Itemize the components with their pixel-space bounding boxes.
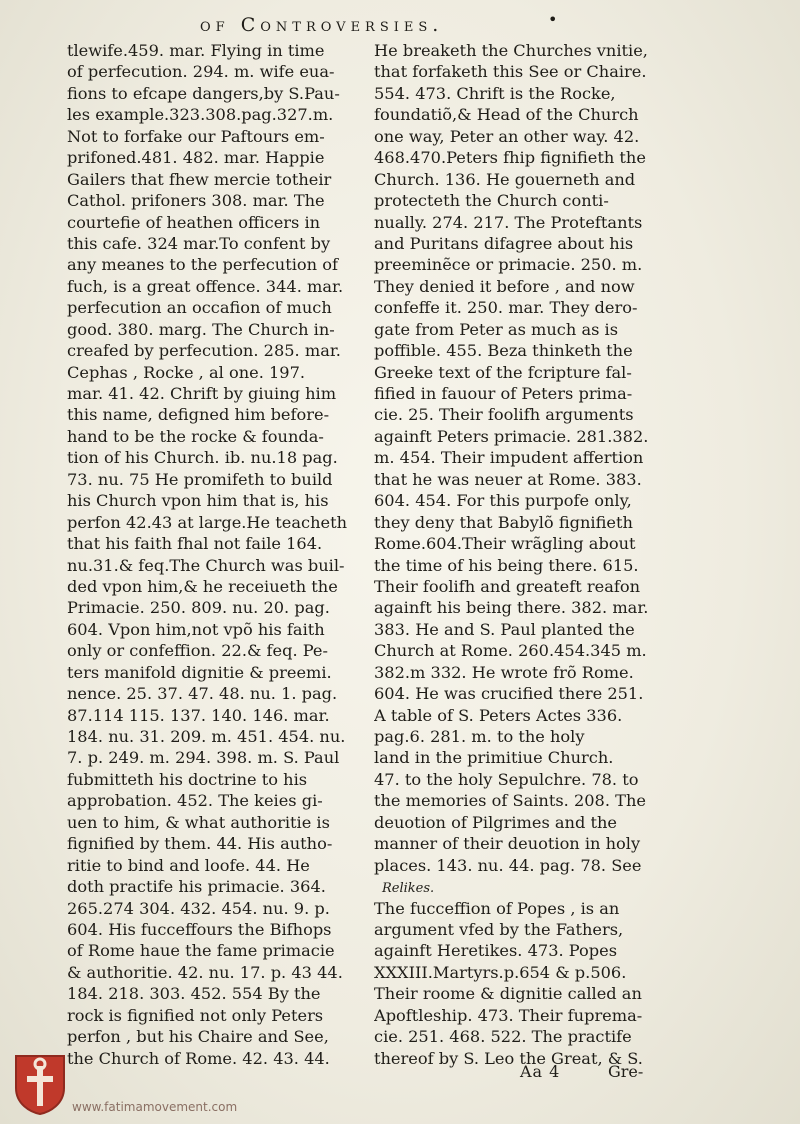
index-line [67,83,352,104]
entry-text: confeffe it. 250. mar. They dero- [374,298,638,318]
index-line [374,297,654,318]
entry-text: any meanes to the perfecution of [67,255,338,275]
index-line [374,919,654,940]
index-line [67,833,352,854]
index-line [67,40,352,61]
index-line [67,147,352,168]
entry-text: 468.470.Peters fhip fignifieth the [374,148,646,168]
entry-text: Not to forfake our Paftours em- [67,126,325,146]
entry-text: ded vpon him,& he receiueth the [67,576,338,596]
entry-text: one way, Peter an other way. 42. [374,126,640,146]
index-line [374,490,654,511]
entry-text: Their roome & dignitie called an [374,984,642,1004]
index-line [374,319,654,340]
index-line [374,790,654,811]
index-line [374,340,654,361]
entry-text: 382.m 332. He wrote frõ Rome. [374,662,634,682]
index-line [374,1005,654,1026]
entry-text: of Rome haue the fame primacie [67,941,335,961]
index-line [374,404,654,425]
index-line [374,876,654,897]
index-line [374,619,654,640]
index-column-left [67,40,352,1069]
entry-text: Greeke text of the fcripture fal- [374,362,632,382]
index-line [67,426,352,447]
entry-text: ritie to bind and loofe. 44. He [67,855,310,875]
index-line [67,747,352,768]
entry-text: doth practife his primacie. 364. [67,877,326,897]
index-line [374,983,654,1004]
entry-text: thereof by S. Leo the Great, & S. [374,1048,643,1068]
entry-text: perfon 42.43 at large.He teacheth [67,512,348,532]
index-column-right [374,40,654,1069]
index-line [374,597,654,618]
entry-text: places. 143. nu. 44. pag. 78. See [374,855,642,875]
index-line [374,126,654,147]
entry-text: les example.323.308.pag.327.m. [67,105,334,125]
index-line [67,619,352,640]
entry-text: rock is fignified not only Peters [67,1005,324,1025]
entry-text: Church at Rome. 260.454.345 m. [374,641,647,661]
index-line [67,126,352,147]
entry-text: againft his being there. 382. mar. [374,598,649,618]
entry-text: argument vfed by the Fathers, [374,919,624,939]
index-line [374,1026,654,1047]
index-line [374,576,654,597]
entry-text: Their foolifh and greateft reafon [374,576,641,596]
entry-text: poffible. 455. Beza thinketh the [374,341,633,361]
entry-text: 184. nu. 31. 209. m. 451. 454. nu. [67,727,346,746]
entry-text: Apoftleship. 473. Their fuprema- [374,1005,643,1025]
index-line [67,190,352,211]
index-line [67,726,352,747]
index-line [374,426,654,447]
entry-text: 7. p. 249. m. 294. 398. m. S. Paul [67,748,340,768]
entry-text: Cephas , Rocke , al one. 197. [67,362,306,382]
index-line [67,1048,352,1069]
entry-text: fions to efcape dangers,by S.Pau- [67,83,340,103]
running-mark: • [548,10,558,29]
index-line [67,1026,352,1047]
index-line [374,276,654,297]
index-line [67,447,352,468]
entry-text: nually. 274. 217. The Proteftants [374,212,643,232]
entry-text: courtefie of heathen officers in [67,212,321,232]
entry-text: this name, defigned him before- [67,405,330,425]
entry-text: they deny that Babylõ fignifieth [374,512,633,532]
index-line [67,169,352,190]
entry-text: good. 380. marg. The Church in- [67,319,335,339]
index-line [67,919,352,940]
index-line [374,940,654,961]
entry-text: only or confeffion. 22.& feq. Pe- [67,641,328,661]
index-line [67,662,352,683]
entry-text: prifoned.481. 482. mar. Happie [67,148,325,168]
index-line [374,469,654,490]
entry-text: his Church vpon him that is, his [67,491,329,511]
index-line [374,833,654,854]
catchword: Gre- [608,1062,644,1081]
index-line [374,169,654,190]
index-line [67,683,352,704]
entry-text: pag.6. 281. m. to the holy [374,727,585,746]
entry-text: againft Peters primacie. 281.382. [374,426,649,446]
index-line [67,576,352,597]
entry-text: A table of S. Peters Actes 336. [374,705,623,725]
signature-mark: Aa 4 [520,1062,561,1081]
index-line [67,940,352,961]
entry-text: this cafe. 324 mar.To confent by [67,233,331,253]
running-title: of Controversies. [200,14,444,36]
entry-text: the time of his being there. 615. [374,555,639,575]
index-line [374,747,654,768]
entry-text: Church. 136. He gouerneth and [374,169,636,189]
index-line [67,962,352,983]
index-line [374,662,654,683]
index-line [374,555,654,576]
index-line [67,362,352,383]
entry-text: protecteth the Church conti- [374,191,609,211]
index-line [67,404,352,425]
index-line [374,705,654,726]
entry-text: the Church of Rome. 42. 43. 44. [67,1048,330,1068]
entry-text: Cathol. prifoners 308. mar. The [67,191,325,211]
entry-text: He breaketh the Churches vnitie, [374,41,648,60]
entry-text: perfecution an occafion of much [67,298,332,318]
entry-text: preeminẽce or primacie. 250. m. [374,255,643,275]
entry-text: and Puritans difagree about his [374,233,634,253]
entry-text: 604. 454. For this purpofe only, [374,491,632,511]
index-line [67,383,352,404]
index-line [67,297,352,318]
entry-text: tlewife.459. mar. Flying in time [67,41,325,60]
index-line [374,640,654,661]
index-line [67,512,352,533]
entry-text: uen to him, & what authoritie is [67,812,330,832]
entry-text: the memories of Saints. 208. The [374,791,646,811]
index-line [374,212,654,233]
entry-text: againft Heretikes. 473. Popes [374,941,618,961]
entry-text: The fucceffion of Popes , is an [374,898,620,918]
index-line [374,147,654,168]
entry-text: m. 454. Their impudent affertion [374,448,644,468]
entry-text: 87.114 115. 137. 140. 146. mar. [67,705,330,725]
index-line [67,469,352,490]
entry-text: that forfaketh this See or Chaire. [374,62,647,82]
index-line [374,254,654,275]
index-line [67,769,352,790]
entry-text: that his faith fhal not faile 164. [67,534,323,554]
index-line [374,898,654,919]
entry-text: They denied it before , and now [374,276,635,296]
index-line [67,233,352,254]
entry-text: Primacie. 250. 809. nu. 20. pag. [67,598,330,618]
index-line [374,447,654,468]
entry-text: 554. 473. Chrift is the Rocke, [374,83,616,103]
index-line [67,876,352,897]
index-line [67,61,352,82]
index-line [374,769,654,790]
index-line [67,597,352,618]
entry-text: perfon , but his Chaire and See, [67,1027,329,1047]
entry-text: deuotion of Pilgrimes and the [374,812,617,832]
entry-text: gate from Peter as much as is [374,319,619,339]
entry-text: land in the primitiue Church. [374,748,614,768]
entry-text: 184. 218. 303. 452. 554 By the [67,984,321,1004]
entry-text: approbation. 452. The keies gi- [67,791,323,811]
entry-text: foundatiõ,& Head of the Church [374,105,639,125]
index-line [67,705,352,726]
entry-text: ters manifold dignitie & preemi. [67,662,332,682]
entry-text: fubmitteth his doctrine to his [67,769,308,789]
index-line [67,640,352,661]
entry-text: manner of their deuotion in holy [374,834,641,854]
index-line [67,983,352,1004]
index-line [374,962,654,983]
entry-text: 73. nu. 75 He promifeth to build [67,469,333,489]
index-line [67,555,352,576]
index-line [374,61,654,82]
index-line [67,104,352,125]
index-line [374,383,654,404]
index-line [67,340,352,361]
index-line [67,276,352,297]
entry-text: tion of his Church. ib. nu.18 pag. [67,448,338,468]
index-line [67,212,352,233]
website-watermark[interactable]: www.fatimamovement.com [72,1100,238,1114]
index-line [374,190,654,211]
index-line [374,683,654,704]
index-line [374,362,654,383]
index-line [374,512,654,533]
entry-text: & authoritie. 42. nu. 17. p. 43 44. [67,962,343,982]
entry-text: fified in fauour of Peters prima- [374,384,633,403]
index-line [374,812,654,833]
entry-text: mar. 41. 42. Chrift by giuing him [67,384,337,403]
index-line [67,254,352,275]
index-line [374,855,654,876]
index-line [67,319,352,340]
index-line [67,1005,352,1026]
index-line [374,40,654,61]
entry-text: 383. He and S. Paul planted the [374,619,635,639]
index-line [374,104,654,125]
entry-text: of perfecution. 294. m. wife eua- [67,62,335,82]
index-line [67,855,352,876]
entry-text: cie. 251. 468. 522. The practife [374,1027,632,1047]
entry-text: 604. His fucceffours the Bifhops [67,919,332,939]
entry-text: 604. He was crucified there 251. [374,684,644,704]
entry-text: XXXIII.Martyrs.p.654 & p.506. [374,962,627,982]
entry-text: 265.274 304. 432. 454. nu. 9. p. [67,898,330,918]
index-line [67,812,352,833]
entry-text: cie. 25. Their foolifh arguments [374,405,634,425]
entry-text: Gailers that fhew mercie totheir [67,169,332,189]
fatima-seal-icon [12,1052,68,1116]
entry-text: Rome.604.Their wrãgling about [374,534,636,554]
entry-text: fuch, is a great offence. 344. mar. [67,276,344,296]
entry-text: 604. Vpon him,not vpõ his faith [67,619,325,639]
entry-text: that he was neuer at Rome. 383. [374,469,642,489]
index-line [374,233,654,254]
index-line [67,790,352,811]
index-line [374,726,654,747]
cross-reference: Relikes. [382,881,435,897]
entry-text: 47. to the holy Sepulchre. 78. to [374,769,639,789]
entry-text: nence. 25. 37. 47. 48. nu. 1. pag. [67,684,338,704]
index-line [67,490,352,511]
entry-text: fignified by them. 44. His autho- [67,834,333,854]
entry-text: hand to be the rocke & founda- [67,426,324,446]
entry-text: creafed by perfecution. 285. mar. [67,341,341,361]
index-line [374,533,654,554]
index-line [67,898,352,919]
entry-text: nu.31.& feq.The Church was buil- [67,555,345,575]
index-line [374,83,654,104]
index-line [67,533,352,554]
